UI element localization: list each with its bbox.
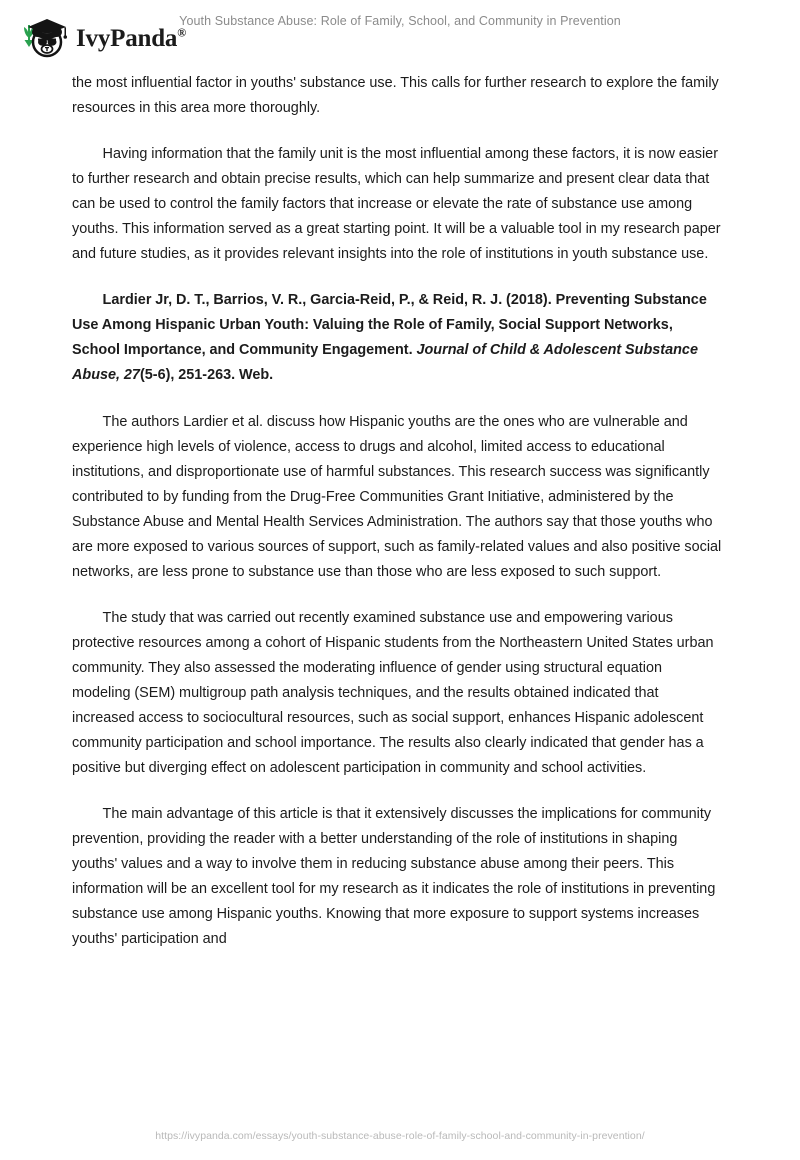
citation-lead-text: Lardier Jr, D. T., Barrios, V. R., Garcia-Reid, P., & Reid, R. J. (2018). Preventing Substance Use Among Hispanic Urban Youth: Valuing the Role of Family, Social Support Networks, School Importance, and Community Engagement. — [72, 291, 707, 358]
citation-reference — [72, 287, 722, 387]
citation-journal-title: Journal of Child & Adolescent Substance Abuse, 27 — [72, 341, 698, 383]
page-footer — [0, 1126, 800, 1144]
document-body — [72, 70, 723, 951]
citation-trailing-text: (5-6), 251-263. Web. — [139, 366, 274, 383]
running-title: Youth Substance Abuse: Role of Family, School, and Community in Prevention — [179, 14, 621, 28]
paragraph-having-information: Having information that the family unit is the most influential among these factors, it is now easier to further research and obtain precise results, which can help summarize and present clear data that can be used to control the family factors that increase or elevate the rate of substance use among youths. This information served as a great starting point. It will be a valuable tool in my research paper and future studies, as it provides relevant insights into the role of institutions in youth substance use. — [72, 145, 721, 262]
paragraph-the-study: The study that was carried out recently examined substance use and empowering various protective resources among a cohort of Hispanic students from the Northeastern United States urban community. They also assessed the moderating influence of gender using structural equation modeling (SEM) multigroup path analysis techniques, and the results obtained indicated that increased access to sociocultural resources, such as social support, enhances Hispanic adolescent community participation and school importance. The results also clearly indicated that gender has a positive but diverging effect on adolescent participation in community and school activities. — [72, 609, 714, 776]
paragraph-main-advantage: The main advantage of this article is that it extensively discusses the implications for community prevention, providing the reader with a better understanding of the role of institutions in shaping youths' values and a way to involve them in reducing substance abuse among their peers. This information will be an excellent tool for my research as it indicates the role of institutions in preventing substance use among Hispanic youths. Knowing that more exposure to support systems increases youths' participation and — [72, 805, 716, 947]
source-url-link[interactable]: https://ivypanda.com/essays/youth-substance-abuse-role-of-family-school-and-community-in-prevention/ — [155, 1130, 645, 1142]
page-header — [0, 0, 800, 66]
brand-wordmark — [76, 26, 186, 51]
registered-trademark-icon: ® — [177, 25, 186, 40]
brand-name-text: IvyPanda — [76, 24, 178, 52]
paragraph-the-authors: The authors Lardier et al. discuss how Hispanic youths are the ones who are vulnerable and experience high levels of violence, access to drugs and alcohol, limited access to educational institutions, and disproportionate use of harmful substances. This research success was significantly contributed to by funding from the Drug-Free Communities Grant Initiative, administered by the Substance Abuse and Mental Health Services Administration. The authors say that those youths who are more exposed to various sources of support, such as family-related values and also positive social networks, are less prone to substance use than those who are less exposed to such support. — [72, 413, 722, 580]
paragraph-continuation: the most influential factor in youths' substance use. This calls for further research to explore the family resources in this area more thoroughly. — [72, 74, 719, 116]
